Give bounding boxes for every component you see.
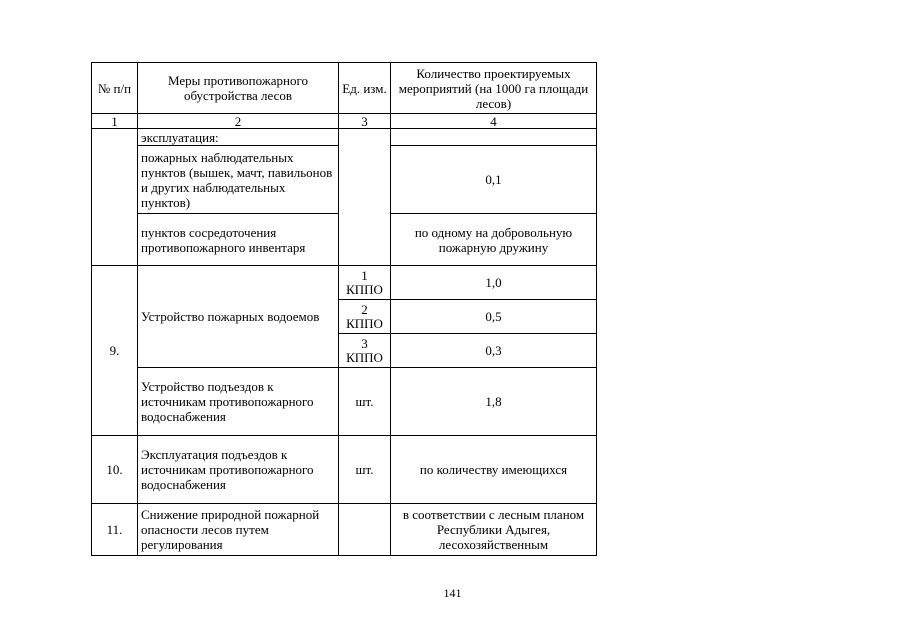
measure-cell: Эксплуатация подъездов к источникам противопожарного водоснабжения [138, 436, 339, 504]
table-row [92, 436, 597, 504]
column-number: 3 [339, 114, 391, 129]
quantity-cell: 1,8 [391, 368, 597, 436]
column-number-row [92, 114, 597, 129]
fire-prevention-table [91, 62, 597, 556]
table-row [92, 266, 597, 300]
unit-cell: шт. [339, 368, 391, 436]
measure-cell: Устройство подъездов к источникам противопожарного водоснабжения [138, 368, 339, 436]
header-unit: Ед. изм. [339, 63, 391, 114]
column-number: 4 [391, 114, 597, 129]
unit-cell: 3 КППО [339, 334, 391, 368]
page-number: 141 [443, 586, 462, 600]
table-row [92, 504, 597, 556]
measure-cell: эксплуатация: [138, 129, 339, 146]
quantity-cell: в соответствии с лесным планом Республики Адыгея, лесохозяйственным [391, 504, 597, 556]
quantity-cell: 1,0 [391, 266, 597, 300]
quantity-cell: 0,3 [391, 334, 597, 368]
unit-cell [339, 504, 391, 556]
quantity-cell: по одному на добровольную пожарную дружину [391, 214, 597, 266]
column-number: 2 [138, 114, 339, 129]
column-number: 1 [92, 114, 138, 129]
quantity-cell: 0,1 [391, 146, 597, 214]
quantity-cell: по количеству имеющихся [391, 436, 597, 504]
measure-cell: пожарных наблюдательных пунктов (вышек, мачт, павильонов и других наблюдательных пунктов) [138, 146, 339, 214]
row-number-cell [92, 129, 138, 266]
unit-cell: шт. [339, 436, 391, 504]
quantity-cell [391, 129, 597, 146]
row-number-cell: 10. [92, 436, 138, 504]
measure-cell: пунктов сосредоточения противопожарного инвентаря [138, 214, 339, 266]
unit-cell [339, 129, 391, 266]
header-number: № п/п [92, 63, 138, 114]
measure-cell: Устройство пожарных водоемов [138, 266, 339, 368]
unit-cell: 2 КППО [339, 300, 391, 334]
table-row [92, 129, 597, 146]
quantity-cell: 0,5 [391, 300, 597, 334]
table-row [92, 368, 597, 436]
table-header-row [92, 63, 597, 114]
measure-cell: Снижение природной пожарной опасности лесов путем регулирования [138, 504, 339, 556]
header-quantity: Количество проектируемых мероприятий (на 1000 га площади лесов) [391, 63, 597, 114]
header-measures: Меры противопожарного обустройства лесов [138, 63, 339, 114]
row-number-cell: 9. [92, 266, 138, 436]
unit-cell: 1 КППО [339, 266, 391, 300]
row-number-cell: 11. [92, 504, 138, 556]
